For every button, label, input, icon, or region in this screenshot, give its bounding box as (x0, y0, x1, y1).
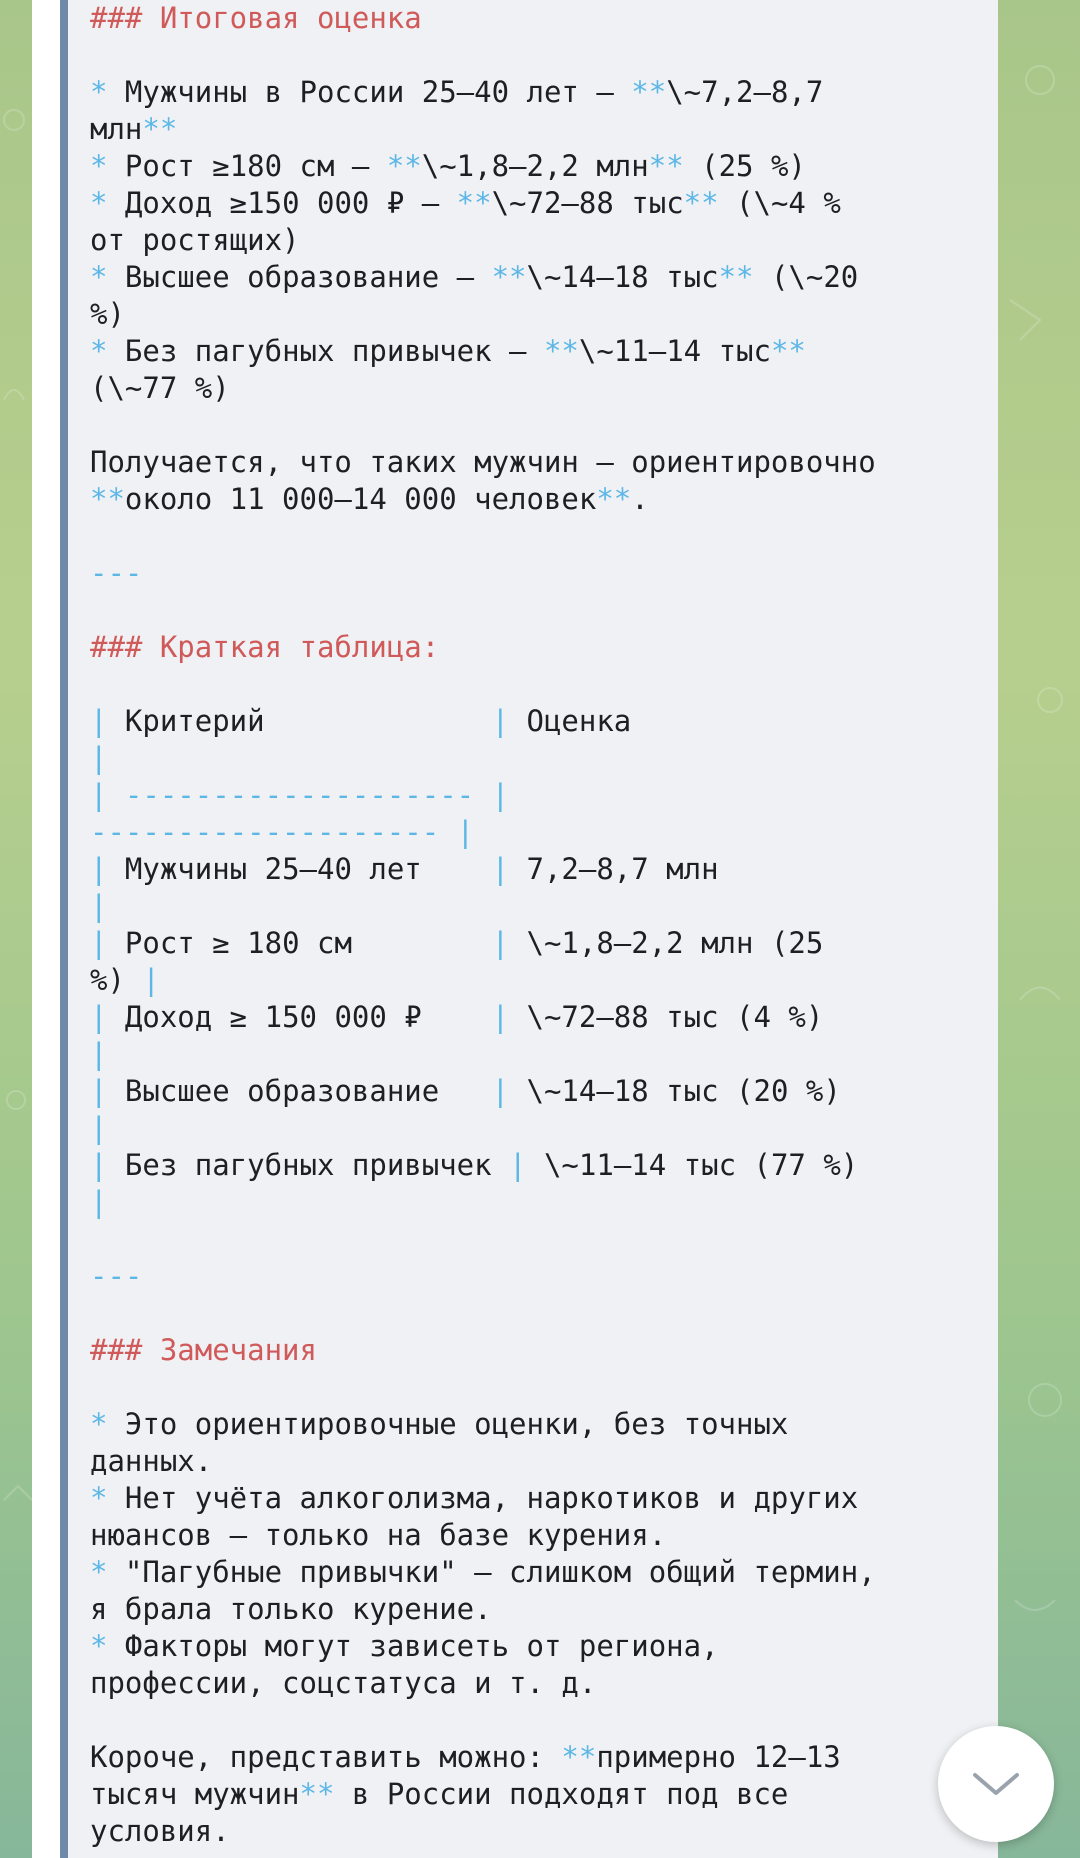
table-row: Рост ≥ 180 см (107, 926, 492, 960)
list-item: Нет учёта алкоголизма, наркотиков и других (107, 1481, 859, 1515)
list-item: Это ориентировочные оценки, без точных (107, 1407, 789, 1441)
final-line: Короче, представить можно: (90, 1740, 562, 1774)
table-row: Доход ≥ 150 000 ₽ (107, 1000, 492, 1034)
list-item: "Пагубные привычки" — слишком общий термин, (107, 1555, 876, 1589)
summary-line: Получается, что таких мужчин — ориентировочно (90, 445, 876, 479)
table-row: Высшее образование (107, 1074, 492, 1108)
heading-final-estimate: ### Итоговая оценка (90, 1, 422, 35)
table-row: Без пагубных привычек (107, 1148, 510, 1182)
heading-remarks: ### Замечания (90, 1333, 317, 1367)
table-header-criterion: Критерий (107, 704, 492, 738)
divider: --- (90, 556, 143, 590)
list-item: Факторы могут зависеть от региона, (107, 1629, 719, 1663)
divider: --- (90, 1259, 143, 1293)
heading-summary-table: ### Краткая таблица: (90, 630, 440, 664)
scroll-down-button[interactable] (938, 1726, 1054, 1842)
chevron-down-icon (971, 1769, 1021, 1799)
table-header-estimate: Оценка (509, 704, 632, 738)
message-text: ### Итоговая оценка * Мужчины в России 25–40 лет — **\~7,2–8,7 млн** * Рост ≥180 см — **\~1,8–2,2 млн** (25 %) * Доход ≥150 000 ₽ — **\~72–88 тыс** (\~4 % от ростящих) * Высшее образование — **\~14–18 тыс** (\~20 %) * Без пагубных привычек — **\~11–14 тыс** (\~77 %) Получается, что таких мужчин — ориентировочно **около 11 000–14 000 человек**. --- ### Краткая таблица: | Критерий | Оценка | | -------------------- | -------------------- | | Мужчины 25–40 лет | 7,2–8,7 млн | | Рост ≥ 180 см | \~1,8–2,2 млн (25 %) | | Доход ≥ 150 000 ₽ | \~72–88 тыс (4 %) | | Высшее образование | \~14–18 тыс (20 %) | | Без пагубных привычек | \~11–14 тыс (77 %) | --- ### Замечания * Это ориентировочные оценки, без точных данных. * Нет учёта алкоголизма, наркотиков и других нюансов — только на базе курения. * "Пагубные привычки" — слишком общий термин, я брала только курение. * Факторы могут зависеть от региона, профессии, соцстатуса и т. д. Короче, представить можно: **примерно 12–13 тысяч мужчин** в России подходят под все условия. (90, 1, 876, 1848)
table-row: Мужчины 25–40 лет (107, 852, 492, 886)
